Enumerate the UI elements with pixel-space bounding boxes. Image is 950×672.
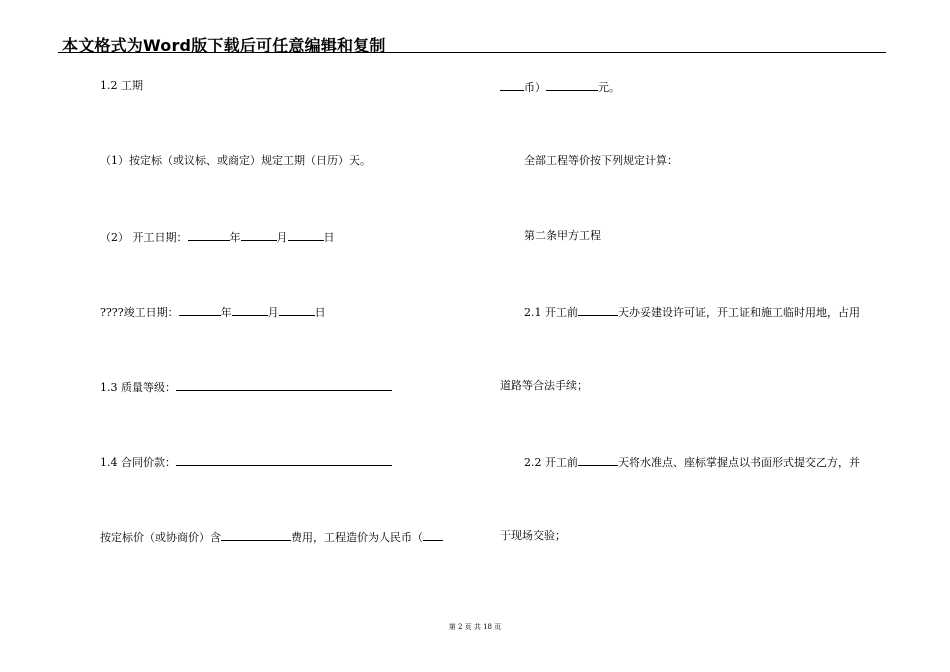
start-day-blank — [288, 229, 324, 241]
completion-date-label: ????竣工日期： — [100, 306, 179, 319]
completion-date-line — [100, 304, 326, 320]
pricing-line — [100, 529, 443, 545]
calculation-rule-line: 全部工程等价按下列规定计算： — [524, 154, 678, 167]
clause-2-2-days-blank — [578, 454, 618, 466]
header-divider — [58, 52, 886, 53]
quality-grade-label: 1.3 质量等级： — [100, 381, 176, 394]
start-year-label: 年 — [229, 231, 241, 244]
start-month-label: 月 — [276, 231, 288, 244]
currency-label: 币） — [524, 81, 546, 94]
contract-price-blank — [176, 454, 392, 466]
completion-day-label: 日 — [314, 306, 326, 319]
start-date-line — [100, 229, 335, 245]
contract-price-line — [100, 454, 392, 470]
quality-grade-blank — [176, 379, 392, 391]
document-header-title: 本文格式为Word版下载后可任意编辑和复制 — [62, 36, 386, 55]
clause-2-1-line — [524, 304, 860, 320]
clause-2-1-continuation: 道路等合法手续； — [500, 379, 588, 392]
start-month-blank — [241, 229, 277, 241]
clause-2-1-text: 天办妥建设许可证，开工证和施工临时用地，占用 — [618, 306, 860, 319]
clause-2-2-continuation: 于现场交验； — [500, 529, 566, 542]
completion-year-blank — [179, 304, 221, 316]
contract-price-label: 1.4 合同价款： — [100, 456, 176, 469]
currency-blank-end — [500, 79, 524, 91]
currency-blank-start — [423, 529, 443, 541]
clause-2-2-prefix: 2.2 开工前 — [524, 456, 578, 469]
page-number-footer: 第 2 页 共 18 页 — [448, 623, 502, 631]
start-day-label: 日 — [323, 231, 335, 244]
pricing-text-b: 费用，工程造价为人民币（ — [291, 531, 423, 544]
start-date-label: （2） 开工日期： — [100, 231, 188, 244]
section-1-2-heading: 1.2 工期 — [100, 79, 143, 92]
article-2-heading: 第二条甲方工程 — [524, 229, 601, 242]
completion-year-label: 年 — [220, 306, 232, 319]
completion-month-label: 月 — [267, 306, 279, 319]
currency-amount-line — [500, 79, 620, 95]
clause-2-1-prefix: 2.1 开工前 — [524, 306, 578, 319]
quality-grade-line — [100, 379, 392, 395]
pricing-text-a: 按定标价（或协商价）含 — [100, 531, 221, 544]
start-year-blank — [188, 229, 230, 241]
schedule-item-1: （1）按定标（或议标、或商定）规定工期（日历）天。 — [100, 154, 371, 167]
amount-unit: 元。 — [598, 81, 620, 94]
fee-blank — [221, 529, 291, 541]
clause-2-2-line — [524, 454, 860, 470]
completion-month-blank — [232, 304, 268, 316]
amount-blank — [546, 79, 598, 91]
completion-day-blank — [279, 304, 315, 316]
clause-2-2-text: 天将水准点、座标掌握点以书面形式提交乙方，并 — [618, 456, 860, 469]
clause-2-1-days-blank — [578, 304, 618, 316]
